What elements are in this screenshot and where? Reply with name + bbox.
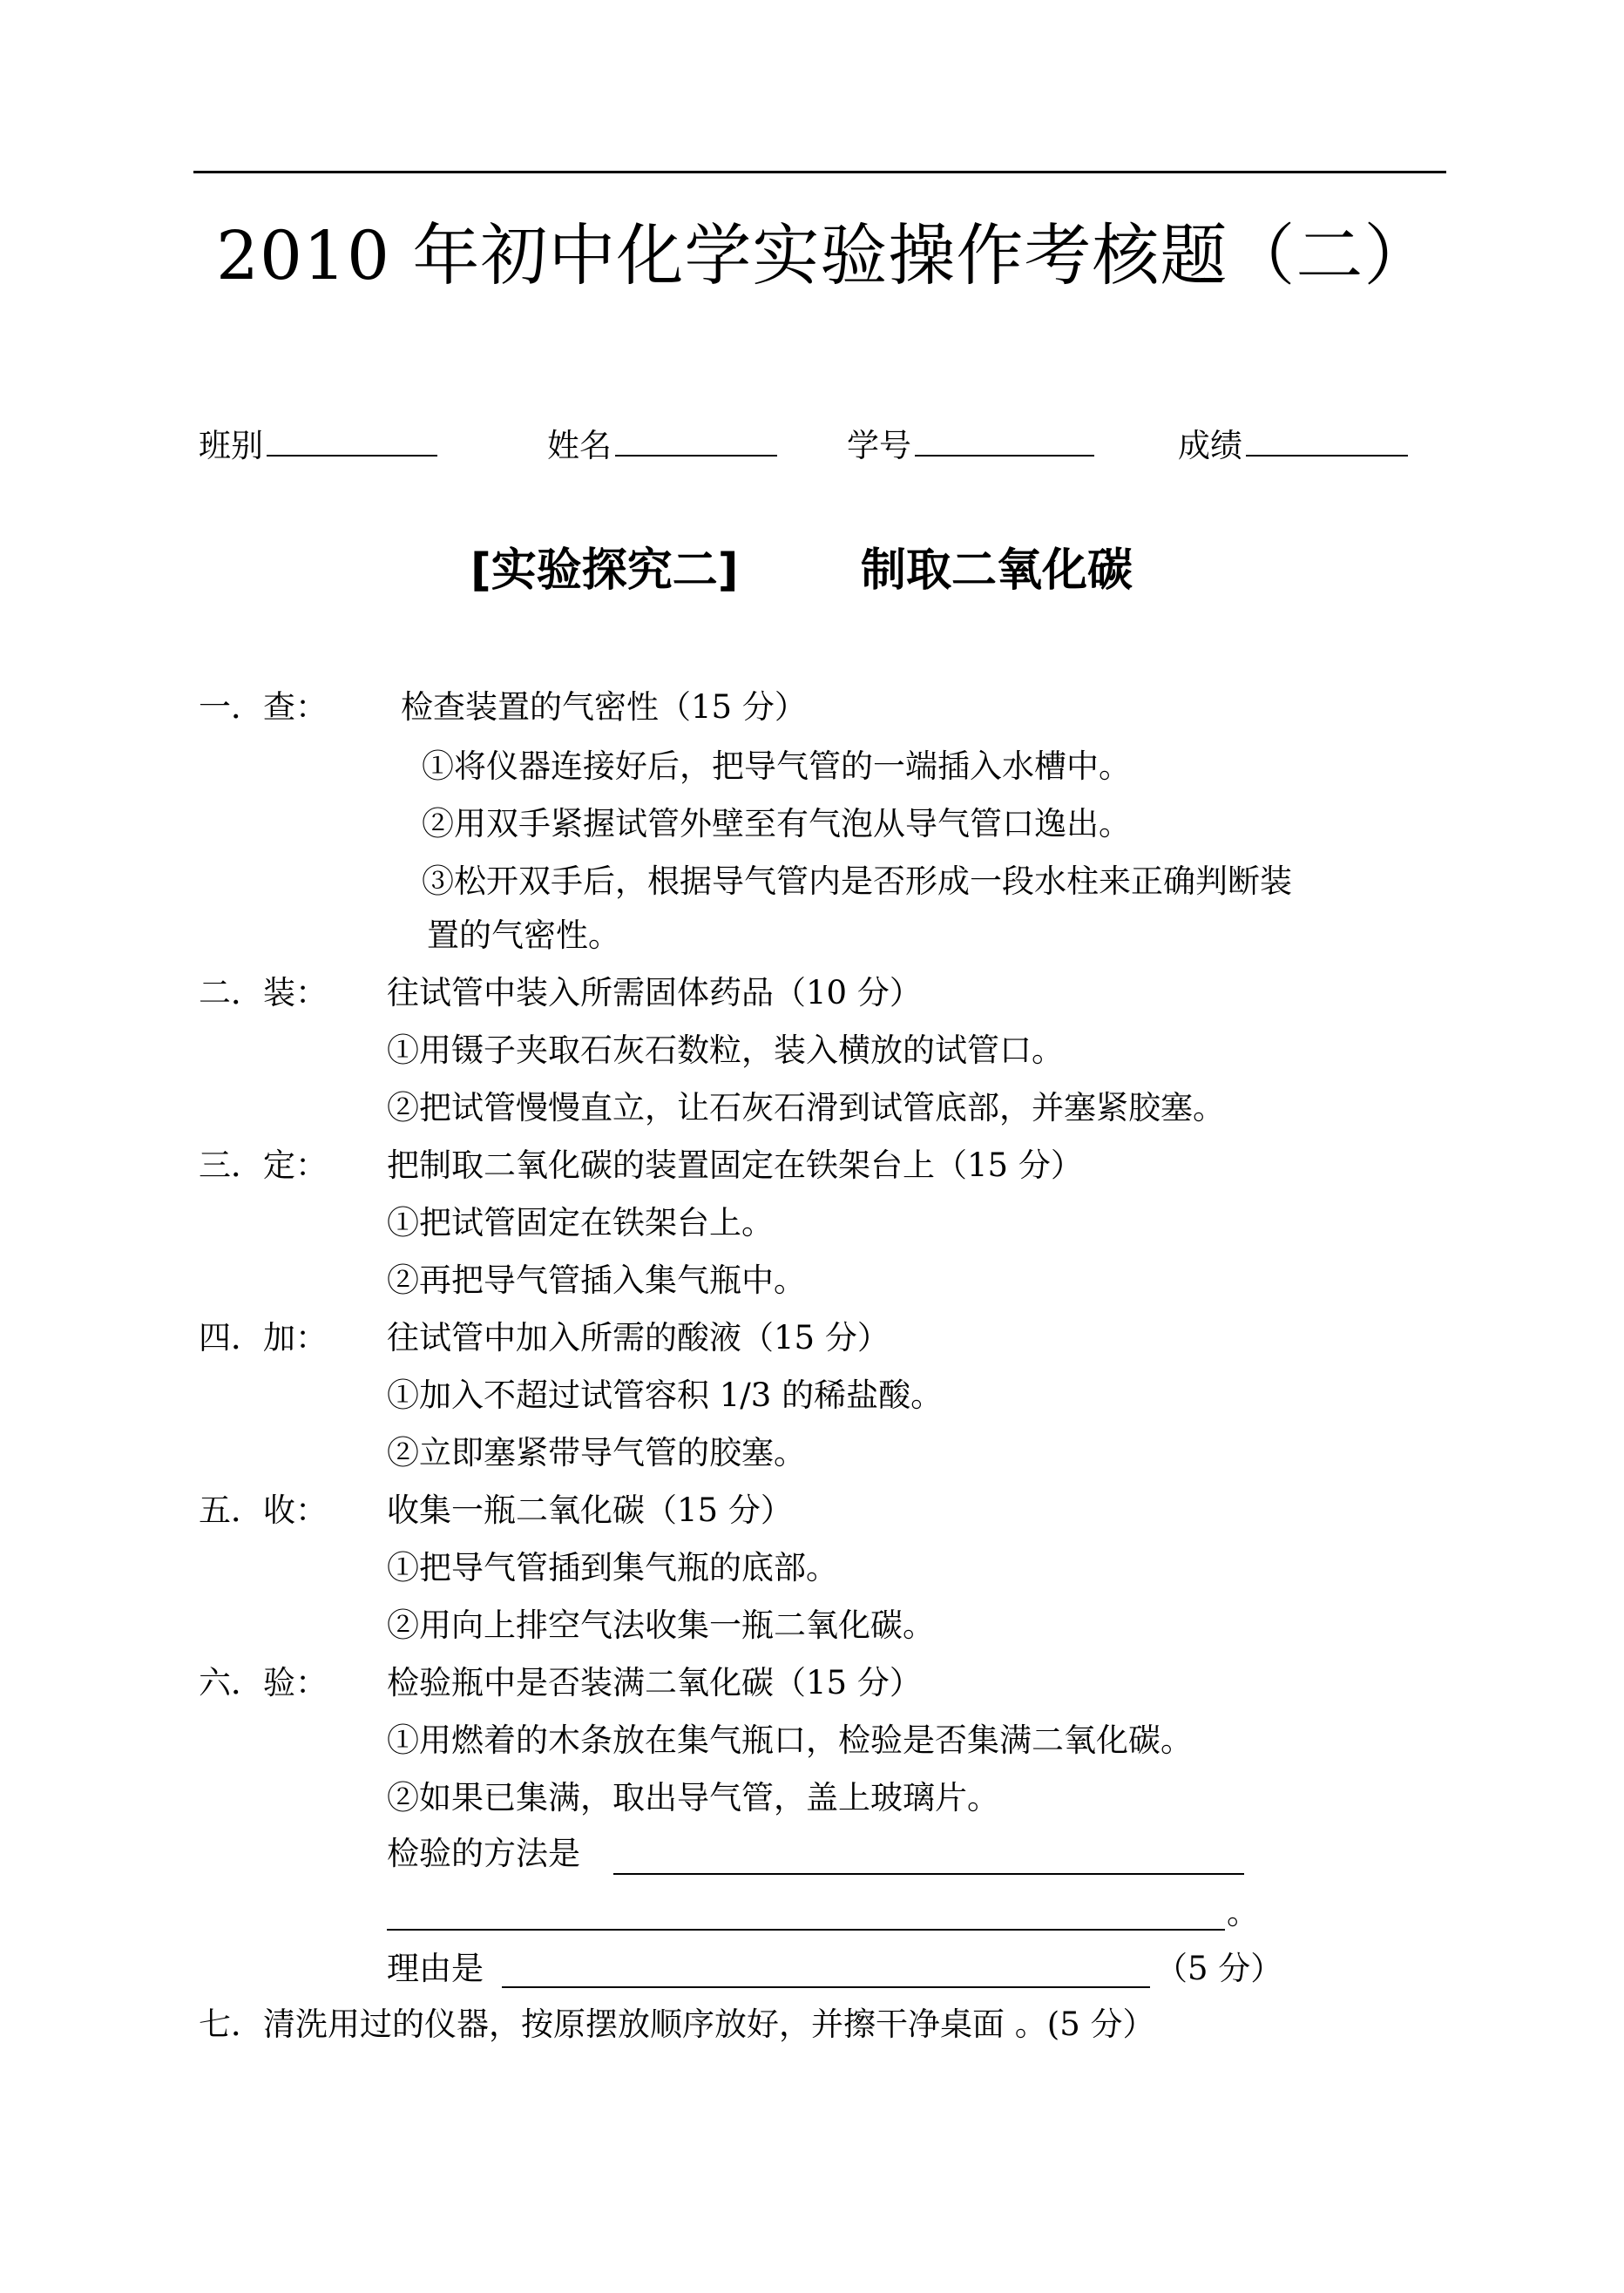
number-label: 学号 [847,427,911,464]
name-label: 姓名 [547,427,612,464]
reason-label: 理由是 [387,1950,484,1987]
section-6-step-1: ①用燃着的木条放在集气瓶口，检验是否集满二氧化碳。 [387,1721,1193,1759]
section-1-number: 一．查： [199,688,328,726]
reason-answer-line[interactable] [502,1986,1150,1988]
section-2-step-2: ②把试管慢慢直立，让石灰石滑到试管底部，并塞紧胶塞。 [387,1089,1225,1126]
score-field [1178,420,1408,472]
class-blank[interactable] [267,422,437,457]
section-5-number: 五．收： [199,1491,328,1529]
section-2-step-1: ①用镊子夹取石灰石数粒，装入横放的试管口。 [387,1032,1064,1069]
section-3-heading: 把制取二氧化碳的装置固定在铁架台上（15 分） [387,1146,1083,1184]
section-1-step-2: ②用双手紧握试管外壁至有气泡从导气管口逸出。 [422,805,1131,842]
score-label: 成绩 [1178,427,1242,464]
section-2-number: 二．装： [199,974,328,1011]
class-label: 班别 [199,427,263,464]
section-1-step-3-cont: 置的气密性。 [427,917,620,954]
student-info-row [0,420,1624,472]
number-blank[interactable] [915,422,1094,457]
section-4-number: 四．加： [199,1319,328,1356]
section-4-heading: 往试管中加入所需的酸液（15 分） [387,1319,890,1356]
section-3-step-1: ①把试管固定在铁架台上。 [387,1204,774,1241]
section-4-step-1: ①加入不超过试管容积 1/3 的稀盐酸。 [387,1376,944,1414]
score-blank[interactable] [1246,422,1408,457]
section-1-step-1: ①将仪器连接好后，把导气管的一端插入水槽中。 [422,747,1131,785]
section-1-heading: 检查装置的气密性（15 分） [401,688,807,726]
name-field [547,420,777,472]
section-6-heading: 检验瓶中是否装满二氧化碳（15 分） [387,1664,922,1701]
section-5-step-1: ①把导气管插到集气瓶的底部。 [387,1549,838,1586]
section-3-number: 三．定： [199,1146,328,1184]
section-1-step-3: ③松开双手后，根据导气管内是否形成一段水柱来正确判断装 [422,862,1292,900]
final-instruction: 七．清洗用过的仪器，按原摆放顺序放好，并擦干净桌面 。(5 分） [199,2006,1155,2043]
section-4-step-2: ②立即塞紧带导气管的胶塞。 [387,1434,806,1471]
top-rule [193,171,1446,173]
method-period: 。 [1227,1894,1259,1931]
method-answer-line-2[interactable] [387,1929,1225,1931]
experiment-name: 制取二氧化碳 [861,545,1133,597]
reason-score: （5 分） [1155,1950,1283,1987]
number-field [847,420,1094,472]
section-2-heading: 往试管中装入所需固体药品（10 分） [387,974,922,1011]
section-6-number: 六．验： [199,1664,328,1701]
experiment-tag: [实验探究二] [470,545,739,597]
section-6-step-2: ②如果已集满，取出导气管，盖上玻璃片。 [387,1779,999,1816]
section-5-heading: 收集一瓶二氧化碳（15 分） [387,1491,793,1529]
method-answer-line-1[interactable] [613,1873,1244,1875]
class-field [199,420,437,472]
page-title: 2010 年初中化学实验操作考核题（二） [216,218,1432,295]
name-blank[interactable] [615,422,777,457]
section-3-step-2: ②再把导气管插入集气瓶中。 [387,1261,806,1299]
method-label: 检验的方法是 [387,1835,580,1872]
section-5-step-2: ②用向上排空气法收集一瓶二氧化碳。 [387,1606,935,1644]
